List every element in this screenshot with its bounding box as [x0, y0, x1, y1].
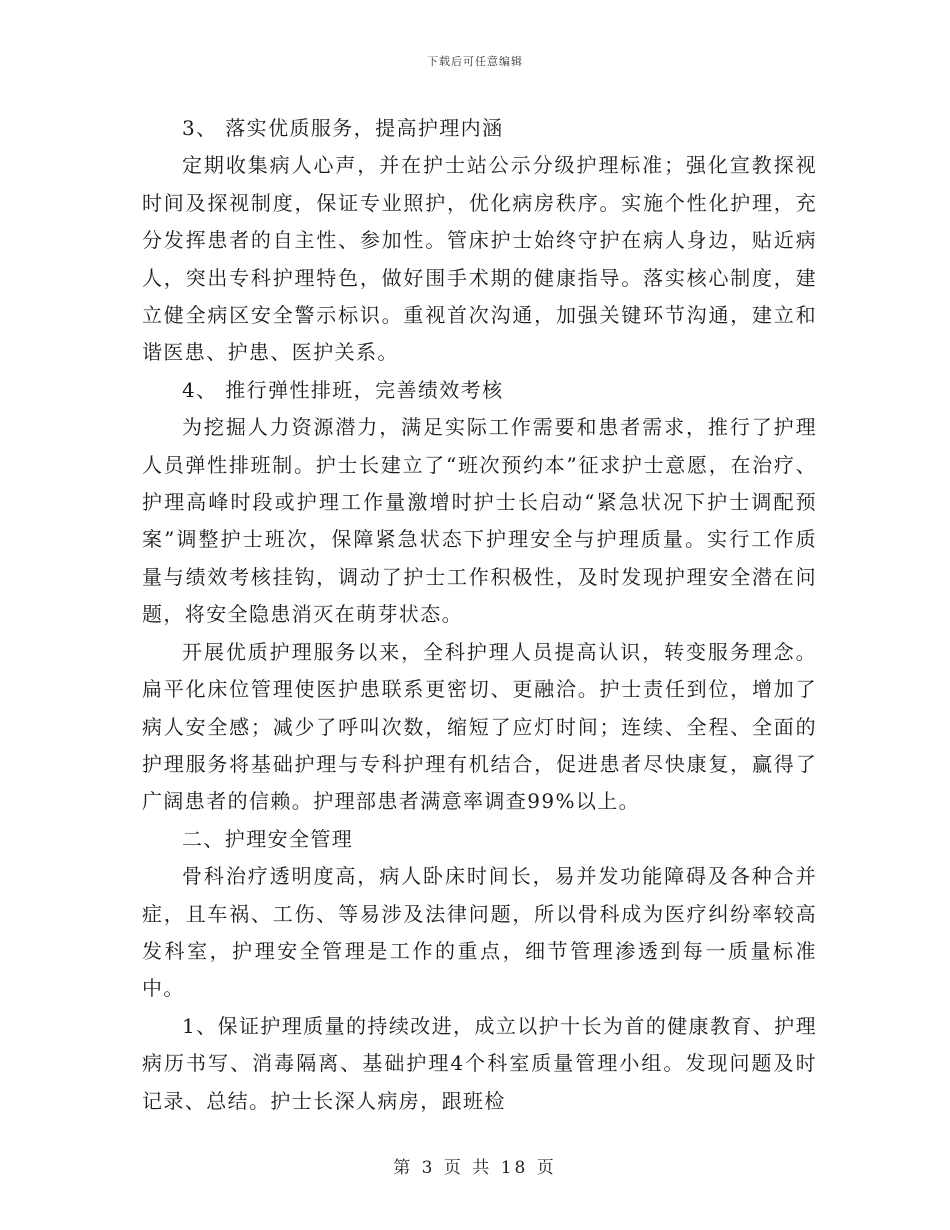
paragraph-section-3-title: 3、 落实优质服务，提高护理内涵	[182, 116, 504, 140]
paragraph-section-3-body: 定期收集病人心声，并在护士站公示分级护理标准；强化宣教探视时间及探视制度，保证专业照护，优化病房秩序。实施个性化护理，充分发挥患者的自主性、参加性。管床护士始终守护在病人身边，贴近病人，突出专科护理特色，做好围手术期的健康指导。落实核心制度，建立健全病区安全警示标识。重视首次沟通，加强关键环节沟通，建立和谐医患、护患、医护关系。	[142, 153, 817, 365]
paragraph-safety-body: 骨科治疗透明度高，病人卧床时间长，易并发功能障碍及各种合并症，且车祸、工伤、等易涉及法律问题，所以骨科成为医疗纠纷率较高发科室，护理安全管理是工作的重点，细节管理渗透到每一质量标准中。	[142, 864, 817, 1001]
paragraph-summary: 开展优质护理服务以来，全科护理人员提高认识，转变服务理念。扁平化床位管理使医护患联系更密切、更融洽。护士责任到位，增加了病人安全感；减少了呼叫次数，缩短了应灯时间；连续、全程、全面的护理服务将基础护理与专科护理有机结合，促进患者尽快康复，赢得了广阔患者的信赖。护理部患者满意率调查99%以上。	[142, 639, 817, 814]
paragraph-section-4-title: 4、 推行弹性排班，完善绩效考核	[182, 377, 504, 402]
paragraph-section-4-body: 为挖掘人力资源潜力，满足实际工作需要和患者需求，推行了护理人员弹性排班制。护士长建立了“班次预约本”征求护士意愿，在治疗、护理高峰时段或护理工作量激增时护士长启动“紧急状况下护士调配预案”调整护士班次，保障紧急状态下护理安全与护理质量。实行工作质量与绩效考核挂钩，调动了护士工作积极性，及时发现护理安全潜在问题，将安全隐患消灭在萌芽状态。	[142, 415, 817, 627]
document-body	[142, 110, 817, 1120]
page-header: 下载后可任意编辑	[427, 55, 523, 68]
paragraph-quality-item-1: 1、保证护理质量的持续改进，成立以护十长为首的健康教育、护理病历书写、消毒隔离、基础护理4个科室质量管理小组。发现问题及时记录、总结。护士长深人病房，跟班检	[142, 1013, 817, 1113]
page-footer: 第 3 页 共 18 页	[393, 1158, 557, 1178]
paragraph-safety-heading: 二、护理安全管理	[182, 826, 354, 851]
